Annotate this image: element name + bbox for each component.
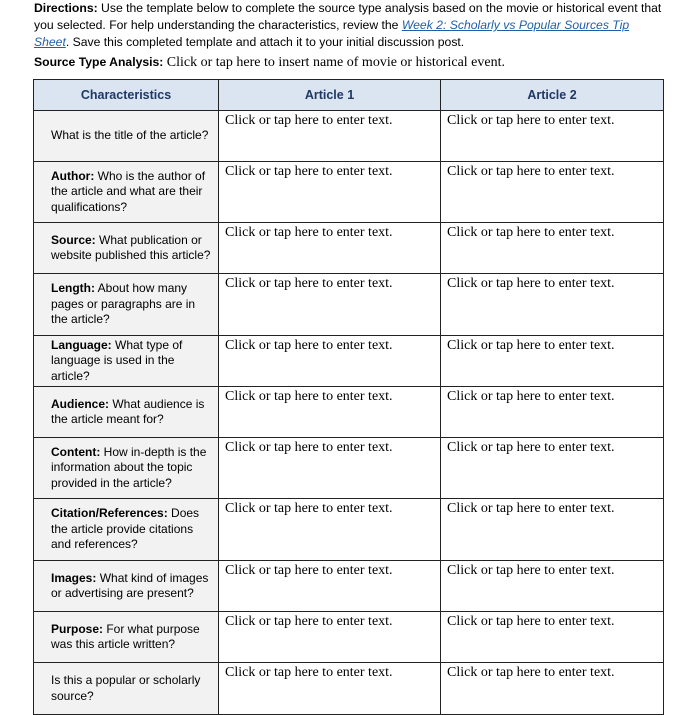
- article-1-entry[interactable]: Click or tap here to enter text.: [219, 499, 441, 561]
- movie-name-field[interactable]: Click or tap here to insert name of movie or historical event.: [166, 55, 505, 70]
- table-row: [34, 663, 664, 715]
- table-row: [34, 111, 664, 162]
- characteristic-images: Images: What kind of images or advertising are present?: [34, 561, 219, 612]
- article-1-entry[interactable]: Click or tap here to enter text.: [219, 387, 441, 438]
- characteristic-audience: Audience: What audience is the article meant for?: [34, 387, 219, 438]
- article-1-entry[interactable]: Click or tap here to enter text.: [219, 438, 441, 499]
- characteristic-purpose: Purpose: For what purpose was this article written?: [34, 612, 219, 663]
- article-2-entry[interactable]: Click or tap here to enter text.: [441, 499, 664, 561]
- header-characteristics: Characteristics: [34, 80, 219, 111]
- characteristic-source: Source: What publication or website published this article?: [34, 223, 219, 274]
- directions-label: Directions:: [34, 1, 98, 15]
- article-1-entry[interactable]: Click or tap here to enter text.: [219, 111, 441, 162]
- table-row: [34, 162, 664, 223]
- table-row: [34, 438, 664, 499]
- directions-paragraph: [34, 0, 666, 51]
- characteristic-author: Author: Who is the author of the article and what are their qualifications?: [34, 162, 219, 223]
- article-2-entry[interactable]: Click or tap here to enter text.: [441, 561, 664, 612]
- characteristic-length: Length: About how many pages or paragraphs are in the article?: [34, 274, 219, 336]
- analysis-table: [33, 79, 664, 715]
- characteristic-title: What is the title of the article?: [34, 111, 219, 162]
- table-row: [34, 499, 664, 561]
- directions-text-end: . Save this completed template and attach it to your initial discussion post.: [65, 35, 465, 49]
- article-2-entry[interactable]: Click or tap here to enter text.: [441, 612, 664, 663]
- article-1-entry[interactable]: Click or tap here to enter text.: [219, 612, 441, 663]
- characteristic-language: Language: What type of language is used in the article?: [34, 336, 219, 387]
- article-2-entry[interactable]: Click or tap here to enter text.: [441, 274, 664, 336]
- article-2-entry[interactable]: Click or tap here to enter text.: [441, 111, 664, 162]
- article-1-entry[interactable]: Click or tap here to enter text.: [219, 561, 441, 612]
- tip-sheet-link[interactable]: Week 2: Scholarly vs Popular Sources Tip Sheet: [34, 18, 630, 49]
- analysis-label: Source Type Analysis:: [34, 55, 164, 69]
- table-row: [34, 223, 664, 274]
- table-row: [34, 274, 664, 336]
- table-header-row: [34, 80, 664, 111]
- table-row: [34, 561, 664, 612]
- characteristic-source-type: Is this a popular or scholarly source?: [34, 663, 219, 715]
- article-2-entry[interactable]: Click or tap here to enter text.: [441, 663, 664, 715]
- article-1-entry[interactable]: Click or tap here to enter text.: [219, 336, 441, 387]
- header-article-2: Article 2: [441, 80, 664, 111]
- table-row: [34, 336, 664, 387]
- article-1-entry[interactable]: Click or tap here to enter text.: [219, 223, 441, 274]
- article-2-entry[interactable]: Click or tap here to enter text.: [441, 438, 664, 499]
- article-1-entry[interactable]: Click or tap here to enter text.: [219, 663, 441, 715]
- directions-text: Use the template below to complete the source type analysis based on the movie or historical event that you selected. For help understanding the characteristics, review the: [34, 1, 662, 32]
- article-2-entry[interactable]: Click or tap here to enter text.: [441, 223, 664, 274]
- article-1-entry[interactable]: Click or tap here to enter text.: [219, 274, 441, 336]
- characteristic-content: Content: How in-depth is the information about the topic provided in the article?: [34, 438, 219, 499]
- table-row: [34, 387, 664, 438]
- article-2-entry[interactable]: Click or tap here to enter text.: [441, 162, 664, 223]
- source-type-analysis: [34, 54, 666, 71]
- article-1-entry[interactable]: Click or tap here to enter text.: [219, 162, 441, 223]
- article-2-entry[interactable]: Click or tap here to enter text.: [441, 387, 664, 438]
- characteristic-citations: Citation/References: Does the article provide citations and references?: [34, 499, 219, 561]
- article-2-entry[interactable]: Click or tap here to enter text.: [441, 336, 664, 387]
- table-row: [34, 612, 664, 663]
- header-article-1: Article 1: [219, 80, 441, 111]
